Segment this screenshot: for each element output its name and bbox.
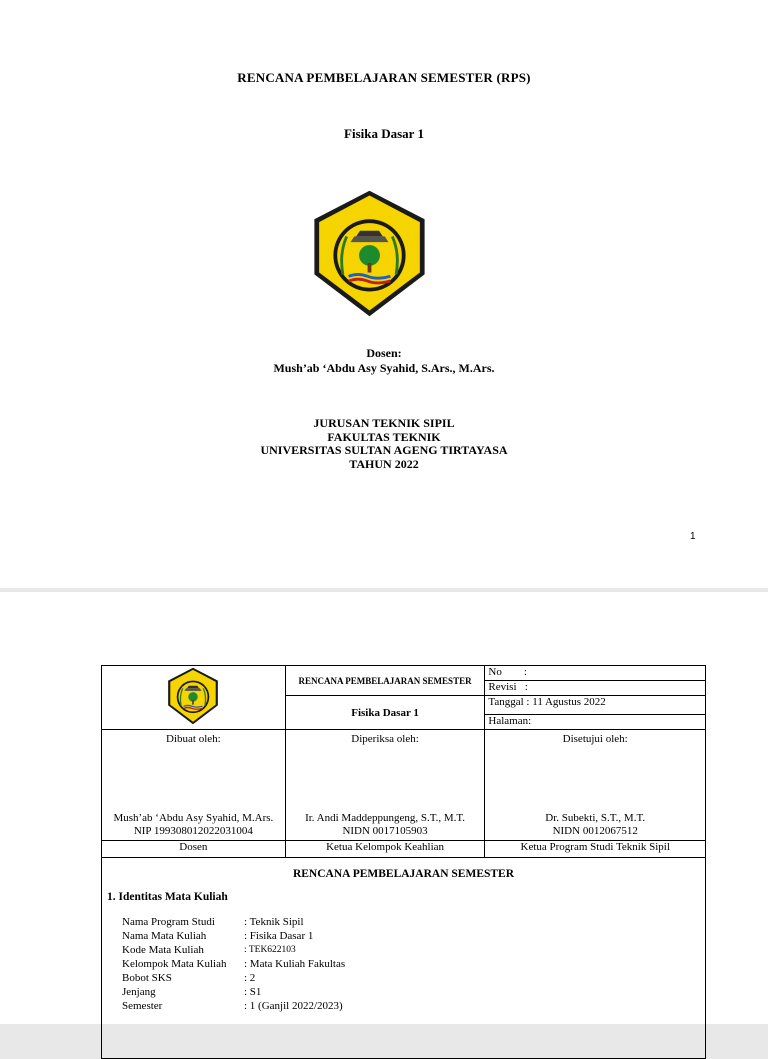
signature-made-by	[102, 730, 286, 841]
field-value: : 2	[244, 972, 256, 984]
signature-approved-by	[485, 730, 706, 841]
faculty: FAKULTAS TEKNIK	[327, 429, 441, 444]
course-title: Fisika Dasar 1	[344, 126, 424, 141]
date: Tanggal : 11 Agustus 2022	[485, 696, 706, 715]
field-row	[122, 999, 345, 1013]
field-row	[122, 971, 345, 985]
rps-body	[102, 858, 706, 1059]
made-by-name: Mush’ab ‘Abdu Asy Syahid, M.Ars.	[113, 812, 274, 824]
field-key: Nama Mata Kuliah	[122, 930, 207, 942]
page-2	[0, 592, 768, 1024]
field-key: Bobot SKS	[122, 972, 172, 984]
identitas-heading: 1. Identitas Mata Kuliah	[107, 891, 228, 903]
header-rps-title: RENCANA PEMBELAJARAN SEMESTER	[285, 666, 485, 696]
identitas-fields	[122, 915, 345, 1013]
field-value: : 1 (Ganjil 2022/2023)	[244, 1000, 343, 1012]
checked-by-label: Diperiksa oleh:	[351, 733, 419, 745]
page-count: Halaman:	[485, 715, 706, 730]
role-lecturer: Dosen	[102, 841, 286, 858]
approved-by-name: Dr. Subekti, S.T., M.T.	[545, 812, 646, 824]
field-row	[122, 915, 345, 929]
lecturer-name: Mush’ab ‘Abdu Asy Syahid, S.Ars., M.Ars.	[273, 361, 495, 375]
made-by-label: Dibuat oleh:	[166, 733, 221, 745]
field-key: Kode Mata Kuliah	[122, 944, 204, 956]
university-logo	[303, 187, 436, 320]
rps-table	[101, 665, 706, 1059]
field-value: : Fisika Dasar 1	[244, 930, 314, 942]
field-value: : Teknik Sipil	[244, 916, 304, 928]
made-by-id: NIP 199308012022031004	[133, 825, 253, 837]
field-row	[122, 957, 345, 971]
header-course: Fisika Dasar 1	[285, 696, 485, 730]
field-value: : S1	[244, 986, 262, 998]
field-key: Jenjang	[122, 986, 156, 998]
header-logo-cell	[102, 666, 286, 730]
checked-by-id: NIDN 0017105903	[342, 825, 428, 837]
year: TAHUN 2022	[349, 456, 419, 471]
doc-number: No :	[485, 666, 706, 681]
field-key: Semester	[122, 1000, 163, 1012]
field-row	[122, 929, 345, 943]
university-logo-small	[157, 666, 229, 726]
role-program-head: Ketua Program Studi Teknik Sipil	[485, 841, 706, 858]
lecturer-label: Dosen:	[366, 346, 402, 360]
department: JURUSAN TEKNIK SIPIL	[313, 416, 455, 430]
field-row	[122, 985, 345, 999]
field-key: Nama Program Studi	[122, 916, 215, 928]
signature-checked-by	[285, 730, 485, 841]
institution-block	[0, 417, 768, 471]
page-number: 1	[690, 531, 696, 542]
revision: Revisi :	[485, 681, 706, 696]
document-title: RENCANA PEMBELAJARAN SEMESTER (RPS)	[237, 70, 531, 85]
field-value: : Mata Kuliah Fakultas	[244, 958, 346, 970]
section-title: RENCANA PEMBELAJARAN SEMESTER	[292, 868, 515, 880]
approved-by-label: Disetujui oleh:	[562, 733, 628, 745]
role-group-head: Ketua Kelompok Keahlian	[285, 841, 485, 858]
university: UNIVERSITAS SULTAN AGENG TIRTAYASA	[260, 443, 508, 457]
field-value: : TEK622103	[244, 945, 296, 955]
field-row	[122, 943, 345, 957]
approved-by-id: NIDN 0012067512	[552, 825, 638, 837]
checked-by-name: Ir. Andi Maddeppungeng, S.T., M.T.	[305, 812, 466, 824]
field-key: Kelompok Mata Kuliah	[122, 958, 227, 970]
